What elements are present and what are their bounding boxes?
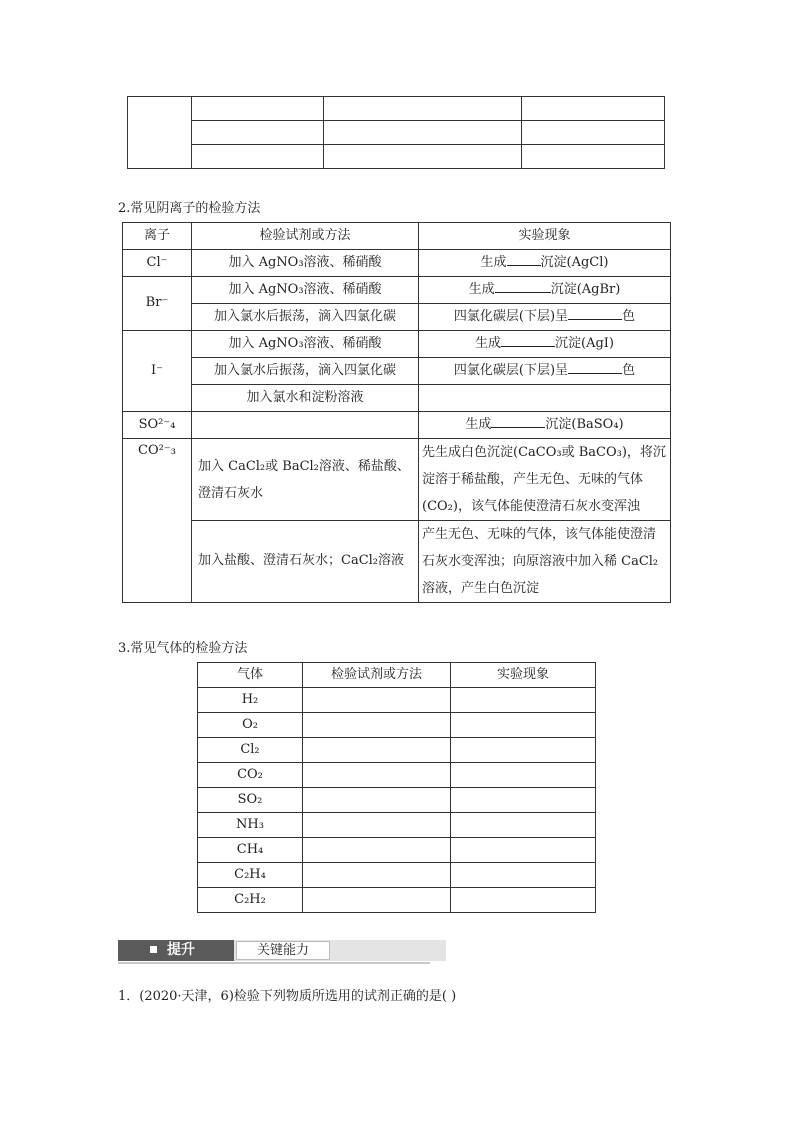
banner-label: 提升	[118, 940, 234, 961]
method-cell: 加入 CaCl₂或 BaCl₂溶液、稀盐酸、澄清石灰水	[192, 439, 419, 521]
method-cell: 加入 AgNO₃溶液、稀硝酸	[192, 331, 419, 358]
observation-cell	[419, 385, 671, 412]
gas-cell: C₂H₄	[198, 863, 303, 888]
observation-cell: 四氯化碳层(下层)呈 色	[419, 358, 671, 385]
table-cell	[303, 763, 451, 788]
table-cell	[522, 121, 665, 145]
table-cell	[303, 738, 451, 763]
method-cell: 加入 AgNO₃溶液、稀硝酸	[192, 250, 419, 277]
ion-cell: SO²⁻₄	[123, 412, 192, 439]
header-observation: 实验现象	[419, 223, 671, 250]
answer-blank	[568, 307, 622, 320]
observation-cell: 生成 沉淀(AgI)	[419, 331, 671, 358]
anion-detection-table	[122, 222, 671, 603]
gas-cell: CO₂	[198, 763, 303, 788]
table-cell	[451, 888, 596, 913]
previous-table-continuation	[127, 96, 665, 169]
table-cell	[192, 121, 324, 145]
gas-cell: NH₃	[198, 813, 303, 838]
table-cell	[451, 738, 596, 763]
table-cell	[324, 145, 522, 169]
header-method: 检验试剂或方法	[303, 663, 451, 688]
table-cell	[451, 788, 596, 813]
observation-cell: 生成 沉淀(BaSO₄)	[419, 412, 671, 439]
header-ion: 离子	[123, 223, 192, 250]
method-cell: 加入氯水后振荡，滴入四氯化碳	[192, 358, 419, 385]
gas-cell: O₂	[198, 713, 303, 738]
observation-cell: 先生成白色沉淀(CaCO₃或 BaCO₃)，将沉淀溶于稀盐酸，产生无色、无味的气体(CO₂)，该气体能使澄清石灰水变浑浊	[419, 439, 671, 521]
banner-underline	[118, 962, 430, 964]
banner-tab	[234, 940, 446, 961]
answer-blank	[568, 361, 622, 374]
table-cell	[451, 688, 596, 713]
table-cell	[303, 863, 451, 888]
section-heading-anions: 2.常见阴离子的检验方法	[118, 201, 261, 216]
section-banner	[118, 940, 430, 964]
answer-blank	[495, 280, 551, 293]
table-cell	[303, 688, 451, 713]
header-method: 检验试剂或方法	[192, 223, 419, 250]
ion-cell: Cl⁻	[123, 250, 192, 277]
gas-cell: SO₂	[198, 788, 303, 813]
table-cell	[522, 145, 665, 169]
table-cell	[303, 838, 451, 863]
gas-cell: CH₄	[198, 838, 303, 863]
question-1: 1．(2020·天津，6)检验下列物质所选用的试剂正确的是( )	[118, 989, 457, 1004]
method-cell: 加入氯水后振荡，滴入四氯化碳	[192, 304, 419, 331]
gas-cell: H₂	[198, 688, 303, 713]
answer-blank	[491, 415, 545, 428]
method-cell: 加入氯水和淀粉溶液	[192, 385, 419, 412]
method-cell: 加入 AgNO₃溶液、稀硝酸	[192, 277, 419, 304]
observation-cell: 产生无色、无味的气体，该气体能使澄清石灰水变浑浊；向原溶液中加入稀 CaCl₂溶液，产生白色沉淀	[419, 521, 671, 603]
answer-blank	[501, 334, 555, 347]
table-cell	[451, 863, 596, 888]
table-cell	[192, 97, 324, 121]
table-cell	[324, 121, 522, 145]
observation-cell: 四氯化碳层(下层)呈 色	[419, 304, 671, 331]
method-cell	[192, 412, 419, 439]
gas-detection-table	[197, 662, 596, 913]
header-gas: 气体	[198, 663, 303, 688]
observation-cell: 生成 沉淀(AgBr)	[419, 277, 671, 304]
table-cell	[303, 888, 451, 913]
header-observation: 实验现象	[451, 663, 596, 688]
table-cell	[303, 788, 451, 813]
table-cell	[522, 97, 665, 121]
table-cell	[192, 145, 324, 169]
ion-cell: CO²⁻₃	[123, 439, 192, 603]
table-cell	[451, 763, 596, 788]
table-cell	[303, 713, 451, 738]
banner-subtitle: 关键能力	[236, 941, 330, 960]
ion-cell: I⁻	[123, 331, 192, 412]
gas-cell: C₂H₂	[198, 888, 303, 913]
table-cell	[451, 713, 596, 738]
gas-cell: Cl₂	[198, 738, 303, 763]
table-cell	[451, 838, 596, 863]
square-bullet-icon	[150, 946, 157, 953]
section-heading-gases: 3.常见气体的检验方法	[118, 641, 248, 656]
answer-blank	[507, 253, 541, 266]
table-cell	[324, 97, 522, 121]
method-cell: 加入盐酸、澄清石灰水；CaCl₂溶液	[192, 521, 419, 603]
merged-cell	[128, 97, 192, 169]
observation-cell: 生成 沉淀(AgCl)	[419, 250, 671, 277]
ion-cell: Br⁻	[123, 277, 192, 331]
table-cell	[303, 813, 451, 838]
table-cell	[451, 813, 596, 838]
